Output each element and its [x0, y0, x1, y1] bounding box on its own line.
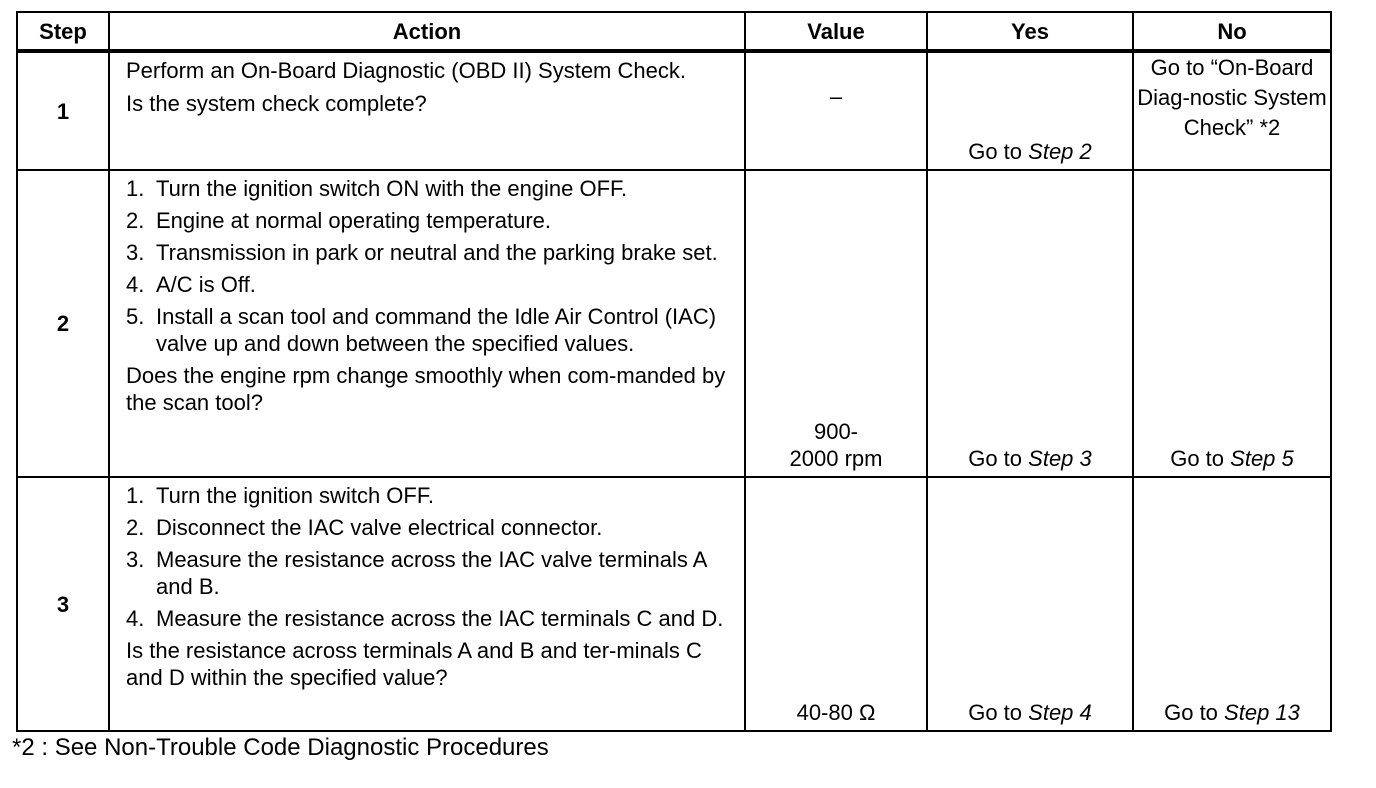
list-item [126, 605, 734, 632]
value-cell: – [745, 51, 927, 170]
yes-step-link: Step 4 [1028, 700, 1092, 725]
no-cell [1133, 51, 1331, 170]
header-no: No [1133, 12, 1331, 51]
action-cell [109, 51, 745, 170]
list-item [126, 514, 734, 541]
item-text: A/C is Off. [156, 272, 256, 297]
item-text: Turn the ignition switch OFF. [156, 483, 434, 508]
yes-prefix: Go to [968, 700, 1023, 725]
no-step-link: Step 13 [1224, 700, 1300, 725]
action-cell [109, 477, 745, 731]
item-number: 1. [126, 176, 145, 201]
list-item [126, 546, 734, 600]
no-text: Go to “On-Board Diag-nostic System Check” *2 [1137, 55, 1327, 140]
item-text: Install a scan tool and command the Idle Air Control (IAC) valve up and down between the specified values. [156, 304, 717, 356]
value-cell: 40-80 Ω [745, 477, 927, 731]
yes-cell [927, 51, 1133, 170]
item-number: 4. [126, 606, 145, 631]
step-number: 3 [17, 477, 109, 731]
no-prefix: Go to [1164, 700, 1218, 725]
item-number: 5. [126, 304, 145, 329]
item-number: 3. [126, 240, 145, 265]
item-text: Turn the ignition switch ON with the engine OFF. [156, 176, 628, 201]
item-text: Measure the resistance across the IAC terminals C and D. [156, 606, 724, 631]
step-number: 1 [17, 51, 109, 170]
step-number: 2 [17, 170, 109, 477]
table-header-row [17, 12, 1331, 51]
item-text: Measure the resistance across the IAC valve terminals A and B. [156, 547, 707, 599]
item-text: Transmission in park or neutral and the parking brake set. [156, 240, 718, 265]
table-row [17, 477, 1331, 731]
no-cell [1133, 170, 1331, 477]
header-value: Value [745, 12, 927, 51]
list-item [126, 207, 734, 234]
item-text: Engine at normal operating temperature. [156, 208, 552, 233]
list-item [126, 271, 734, 298]
item-number: 2. [126, 208, 145, 233]
yes-prefix: Go to [968, 446, 1023, 471]
yes-cell [927, 170, 1133, 477]
action-steps-list [126, 482, 734, 632]
no-step-link: Step 5 [1230, 446, 1294, 471]
action-cell [109, 170, 745, 477]
item-number: 2. [126, 515, 145, 540]
item-number: 4. [126, 272, 145, 297]
list-item [126, 482, 734, 509]
header-yes: Yes [927, 12, 1133, 51]
action-question: Is the system check complete? [126, 91, 427, 116]
table-row [17, 170, 1331, 477]
value-text: 900- 2000 rpm [789, 419, 883, 471]
action-steps-list [126, 175, 734, 357]
yes-cell [927, 477, 1133, 731]
footnote: *2 : See Non-Trouble Code Diagnostic Procedures [12, 734, 549, 761]
yes-prefix: Go to [968, 139, 1023, 164]
diagnostic-table [16, 11, 1332, 732]
list-item [126, 239, 734, 266]
header-action: Action [109, 12, 745, 51]
list-item [126, 175, 734, 202]
header-step: Step [17, 12, 109, 51]
value-cell [745, 170, 927, 477]
item-number: 1. [126, 483, 145, 508]
list-item [126, 303, 734, 357]
item-text: Disconnect the IAC valve electrical connector. [156, 515, 603, 540]
no-cell [1133, 477, 1331, 731]
action-question: Is the resistance across terminals A and B and ter-minals C and D within the specified value? [126, 638, 702, 690]
item-number: 3. [126, 547, 145, 572]
yes-step-link: Step 3 [1028, 446, 1092, 471]
action-text: Perform an On-Board Diagnostic (OBD II) System Check. [126, 58, 686, 83]
action-question: Does the engine rpm change smoothly when com-manded by the scan tool? [126, 363, 726, 415]
table-row [17, 51, 1331, 170]
no-prefix: Go to [1170, 446, 1225, 471]
yes-step-link: Step 2 [1028, 139, 1092, 164]
